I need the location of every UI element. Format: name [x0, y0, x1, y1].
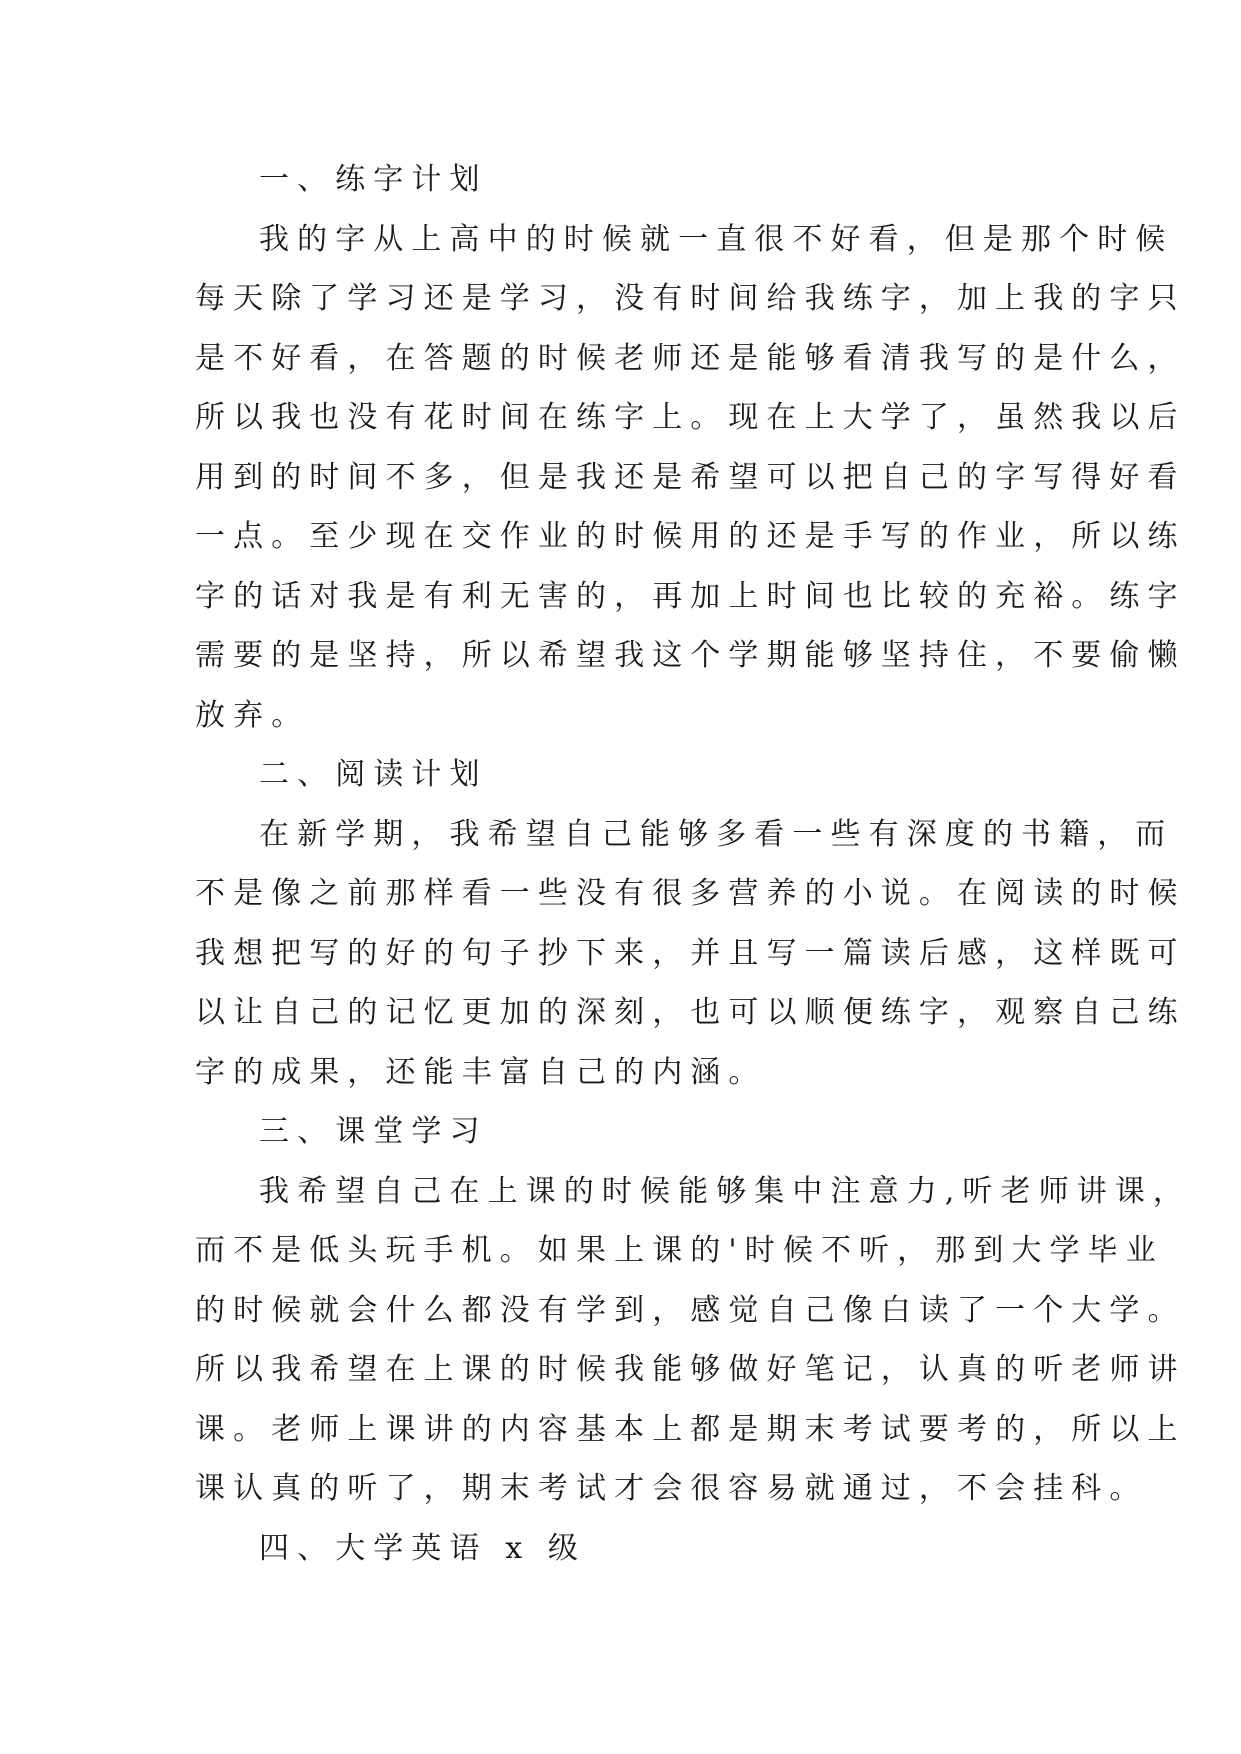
paragraph-line: 用到的时间不多，但是我还是希望可以把自己的字写得好看	[195, 459, 1186, 495]
paragraph-line: 不是像之前那样看一些没有很多营养的小说。在阅读的时候	[195, 876, 1186, 911]
paragraph-line: 我希望自己在上课的时候能够集中注意力,听老师讲课，	[259, 1173, 1192, 1209]
paragraph-line: 所以我也没有花时间在练字上。现在上大学了，虽然我以后	[195, 400, 1186, 435]
paragraph-line: 课。老师上课讲的内容基本上都是期末考试要考的，所以上	[195, 1411, 1186, 1447]
paragraph-line: 我的字从上高中的时候就一直很不好看，但是那个时候	[259, 221, 1174, 257]
paragraph-line: 课认真的听了，期末考试才会很容易就通过，不会挂科。	[195, 1471, 1148, 1506]
paragraph-line: 所以我希望在上课的时候我能够做好笔记，认真的听老师讲	[195, 1352, 1186, 1387]
paragraph-line: 在新学期，我希望自己能够多看一些有深度的书籍，而	[259, 816, 1174, 852]
paragraph-line: 我想把写的好的句子抄下来，并且写一篇读后感，这样既可	[195, 935, 1186, 971]
paragraph-line: 每天除了学习还是学习，没有时间给我练字，加上我的字只	[195, 281, 1186, 316]
paragraph-line: 而不是低头玩手机。如果上课的'时候不听，那到大学毕业	[195, 1233, 1164, 1268]
paragraph-line: 的时候就会什么都没有学到，感觉自己像白读了一个大学。	[195, 1292, 1186, 1328]
paragraph-line: 放弃。	[195, 697, 310, 733]
paragraph-line: 是不好看，在答题的时候老师还是能够看清我写的是什么，	[195, 340, 1186, 376]
paragraph-line: 一点。至少现在交作业的时候用的还是手写的作业，所以练	[195, 519, 1186, 554]
paragraph-line: 字的话对我是有利无害的，再加上时间也比较的充裕。练字	[195, 578, 1186, 614]
paragraph-line: 字的成果，还能丰富自己的内涵。	[195, 1054, 767, 1090]
paragraph-line: 需要的是坚持，所以希望我这个学期能够坚持住，不要偷懒	[195, 638, 1186, 673]
heading-calligraphy-plan: 一、练字计划	[259, 162, 488, 197]
heading-classroom-study: 三、课堂学习	[259, 1114, 488, 1149]
document-body	[195, 150, 1192, 1578]
paragraph-line: 以让自己的记忆更加的深刻，也可以顺便练字，观察自己练	[195, 995, 1186, 1030]
heading-college-english: 四、大学英语 x 级	[259, 1530, 586, 1566]
heading-reading-plan: 二、阅读计划	[259, 757, 488, 792]
